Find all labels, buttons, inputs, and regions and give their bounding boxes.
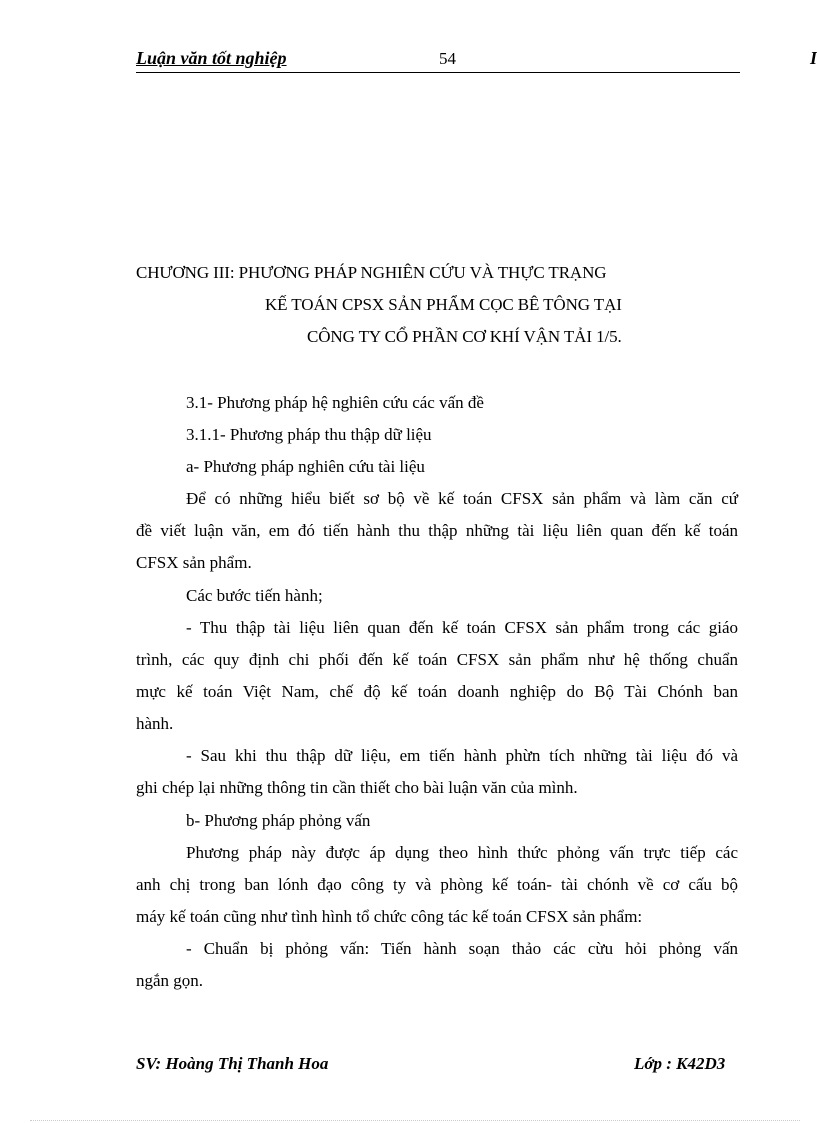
chapter-title-line-2: KẾ TOÁN CPSX SẢN PHẨM CỌC BÊ TÔNG TẠI	[265, 295, 622, 314]
footer-student-name: SV: Hoàng Thị Thanh Hoa	[136, 1054, 329, 1073]
header-right-fragment: I	[810, 48, 817, 68]
page-header	[136, 48, 817, 73]
paragraph-2-line-3: mực kế toán Việt Nam, chế độ kế toán doanh nghiệp do Bộ Tài Chónh ban	[136, 682, 738, 701]
paragraph-4-line-2: anh chị trong ban lónh đạo công ty và phòng kế toán- tài chónh về cơ cấu bộ	[136, 875, 738, 894]
chapter-title-line-1: CHƯƠNG III: PHƯƠNG PHÁP NGHIÊN CỨU VÀ THỰC TRẠNG	[136, 263, 607, 282]
paragraph-3-line-1: - Sau khi thu thập dữ liệu, em tiến hành phừn tích những tài liệu đó và	[186, 746, 738, 765]
paragraph-5-line-1: - Chuẩn bị phỏng vấn: Tiến hành soạn thảo các cừu hỏi phỏng vấn	[186, 939, 738, 958]
chapter-title-line-3: CÔNG TY CỔ PHẦN CƠ KHÍ VẬN TẢI 1/5.	[307, 327, 622, 346]
paragraph-2-line-2: trình, các quy định chi phối đến kế toán CFSX sản phẩm như hệ thống chuẩn	[136, 650, 738, 669]
paragraph-5-line-2: ngắn gọn.	[136, 971, 204, 990]
paragraph-2-line-4: hành.	[136, 714, 174, 733]
page-number: 54	[439, 49, 456, 68]
paragraph-2-line-1: - Thu thập tài liệu liên quan đến kế toán CFSX sản phẩm trong các giáo	[186, 618, 738, 637]
paragraph-1-line-1: Để có những hiểu biết sơ bộ về kế toán CFSX sản phẩm và làm căn cứ	[186, 489, 738, 508]
paragraph-4-line-1: Phương pháp này được áp dụng theo hình thức phỏng vấn trực tiếp các	[186, 843, 738, 862]
subsection-heading-a: a- Phương pháp nghiên cứu tài liệu	[186, 457, 425, 476]
paragraph-4-line-3: máy kế toán cũng như tình hình tổ chức công tác kế toán CFSX sản phẩm:	[136, 907, 643, 926]
subsection-heading-b: b- Phương pháp phỏng vấn	[186, 811, 371, 830]
paragraph-1-line-2: đề viết luận văn, em đó tiến hành thu thập những tài liệu liên quan đến kế toán	[136, 521, 738, 540]
bottom-dotted-divider	[30, 1120, 800, 1121]
paragraph-3-line-2: ghi chép lại những thông tin cần thiết cho bài luận văn của mình.	[136, 778, 578, 797]
footer-class: Lớp : K42D3	[634, 1054, 726, 1073]
steps-heading: Các bước tiến hành;	[186, 586, 323, 605]
header-title: Luận văn tốt nghiệp	[136, 48, 287, 68]
section-heading-3-1: 3.1- Phương pháp hệ nghiên cứu các vấn đề	[186, 393, 484, 412]
paragraph-1-line-3: CFSX sản phẩm.	[136, 553, 252, 572]
section-heading-3-1-1: 3.1.1- Phương pháp thu thập dữ liệu	[186, 425, 432, 444]
